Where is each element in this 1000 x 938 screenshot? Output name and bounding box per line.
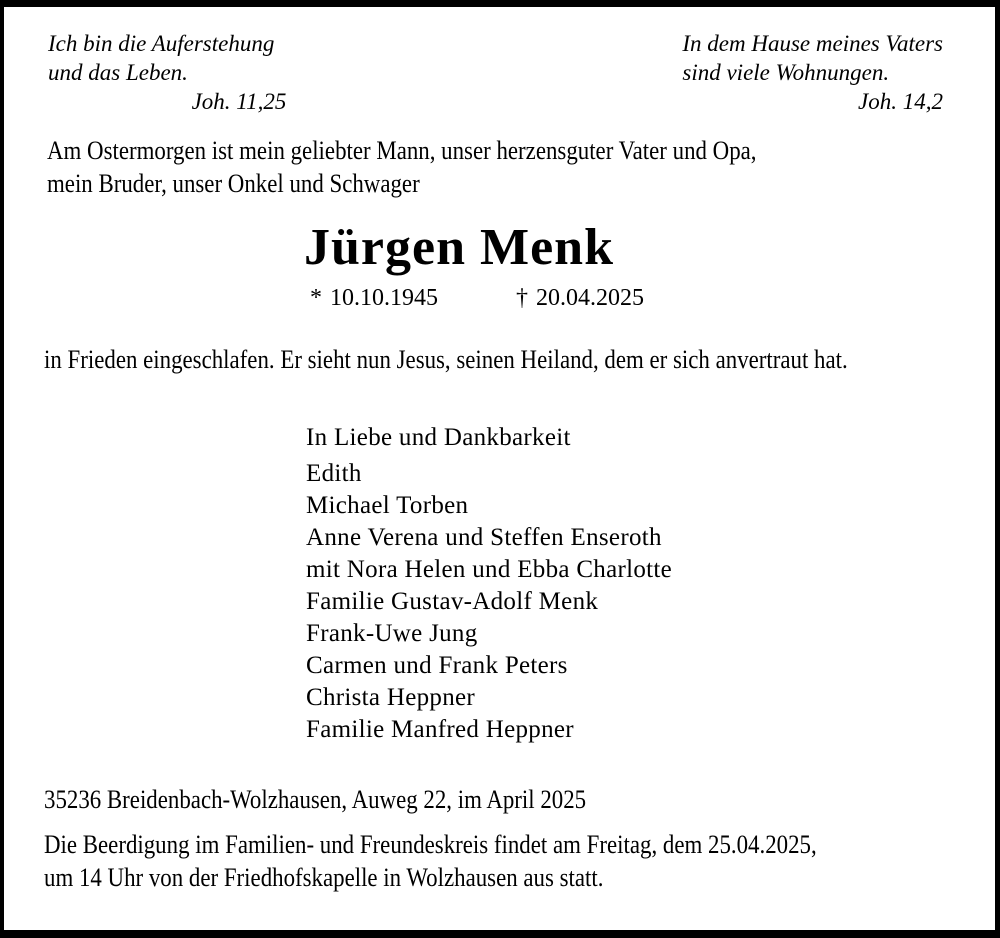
mourner-name: Christa Heppner xyxy=(306,684,476,711)
quote-left xyxy=(48,29,287,116)
quote-left-line1: Ich bin die Auferstehung xyxy=(48,31,275,56)
mourner-name: Edith xyxy=(306,460,362,487)
quote-left-line2: und das Leben. xyxy=(48,60,188,85)
funeral-info xyxy=(44,828,995,894)
quote-right-line2: sind viele Wohnungen. xyxy=(682,60,890,85)
address-line: 35236 Breidenbach-Wolzhausen, Auweg 22, im April 2025 xyxy=(44,785,587,814)
mourners-intro: In Liebe und Dankbarkeit xyxy=(306,424,571,451)
quote-right xyxy=(682,29,943,116)
passing-text: in Frieden eingeschlafen. Er sieht nun Jesus, seinen Heiland, dem er sich anvertraut hat. xyxy=(44,345,848,374)
mourner-name: Frank-Uwe Jung xyxy=(306,620,478,647)
deceased-name: Jürgen Menk xyxy=(304,219,614,276)
scripture-quotes xyxy=(4,7,995,116)
quote-right-reference: Joh. 14,2 xyxy=(858,89,943,114)
birth-star-symbol: * xyxy=(310,285,322,311)
quote-right-line1: In dem Hause meines Vaters xyxy=(682,31,943,56)
mourners-section xyxy=(306,422,995,746)
intro-line: mein Bruder, unser Onkel und Schwager xyxy=(47,169,420,198)
mourner-name: Familie Manfred Heppner xyxy=(306,716,574,743)
deceased-block xyxy=(304,220,995,312)
passing-paragraph xyxy=(44,343,995,376)
mourner-name: Anne Verena und Steffen Enseroth xyxy=(306,524,662,551)
mourners-list xyxy=(306,458,995,746)
birth-date-value: 10.10.1945 xyxy=(330,285,438,311)
funeral-line: Die Beerdigung im Familien- und Freundeskreis findet am Freitag, dem 25.04.2025, xyxy=(44,830,817,859)
mourner-name: Familie Gustav-Adolf Menk xyxy=(306,588,599,615)
mourner-name: mit Nora Helen und Ebba Charlotte xyxy=(306,556,673,583)
life-dates xyxy=(310,284,995,312)
intro-paragraph xyxy=(47,134,995,200)
death-date xyxy=(516,284,644,312)
birth-date xyxy=(310,284,438,312)
death-cross-symbol: † xyxy=(516,285,528,311)
address-line-wrap xyxy=(44,783,995,816)
mourner-name: Carmen und Frank Peters xyxy=(306,652,568,679)
quote-left-reference: Joh. 11,25 xyxy=(191,89,287,114)
mourner-name: Michael Torben xyxy=(306,492,469,519)
death-date-value: 20.04.2025 xyxy=(536,285,644,311)
intro-line: Am Ostermorgen ist mein geliebter Mann, unser herzensguter Vater und Opa, xyxy=(47,136,757,165)
funeral-line: um 14 Uhr von der Friedhofskapelle in Wolzhausen aus statt. xyxy=(44,863,604,892)
